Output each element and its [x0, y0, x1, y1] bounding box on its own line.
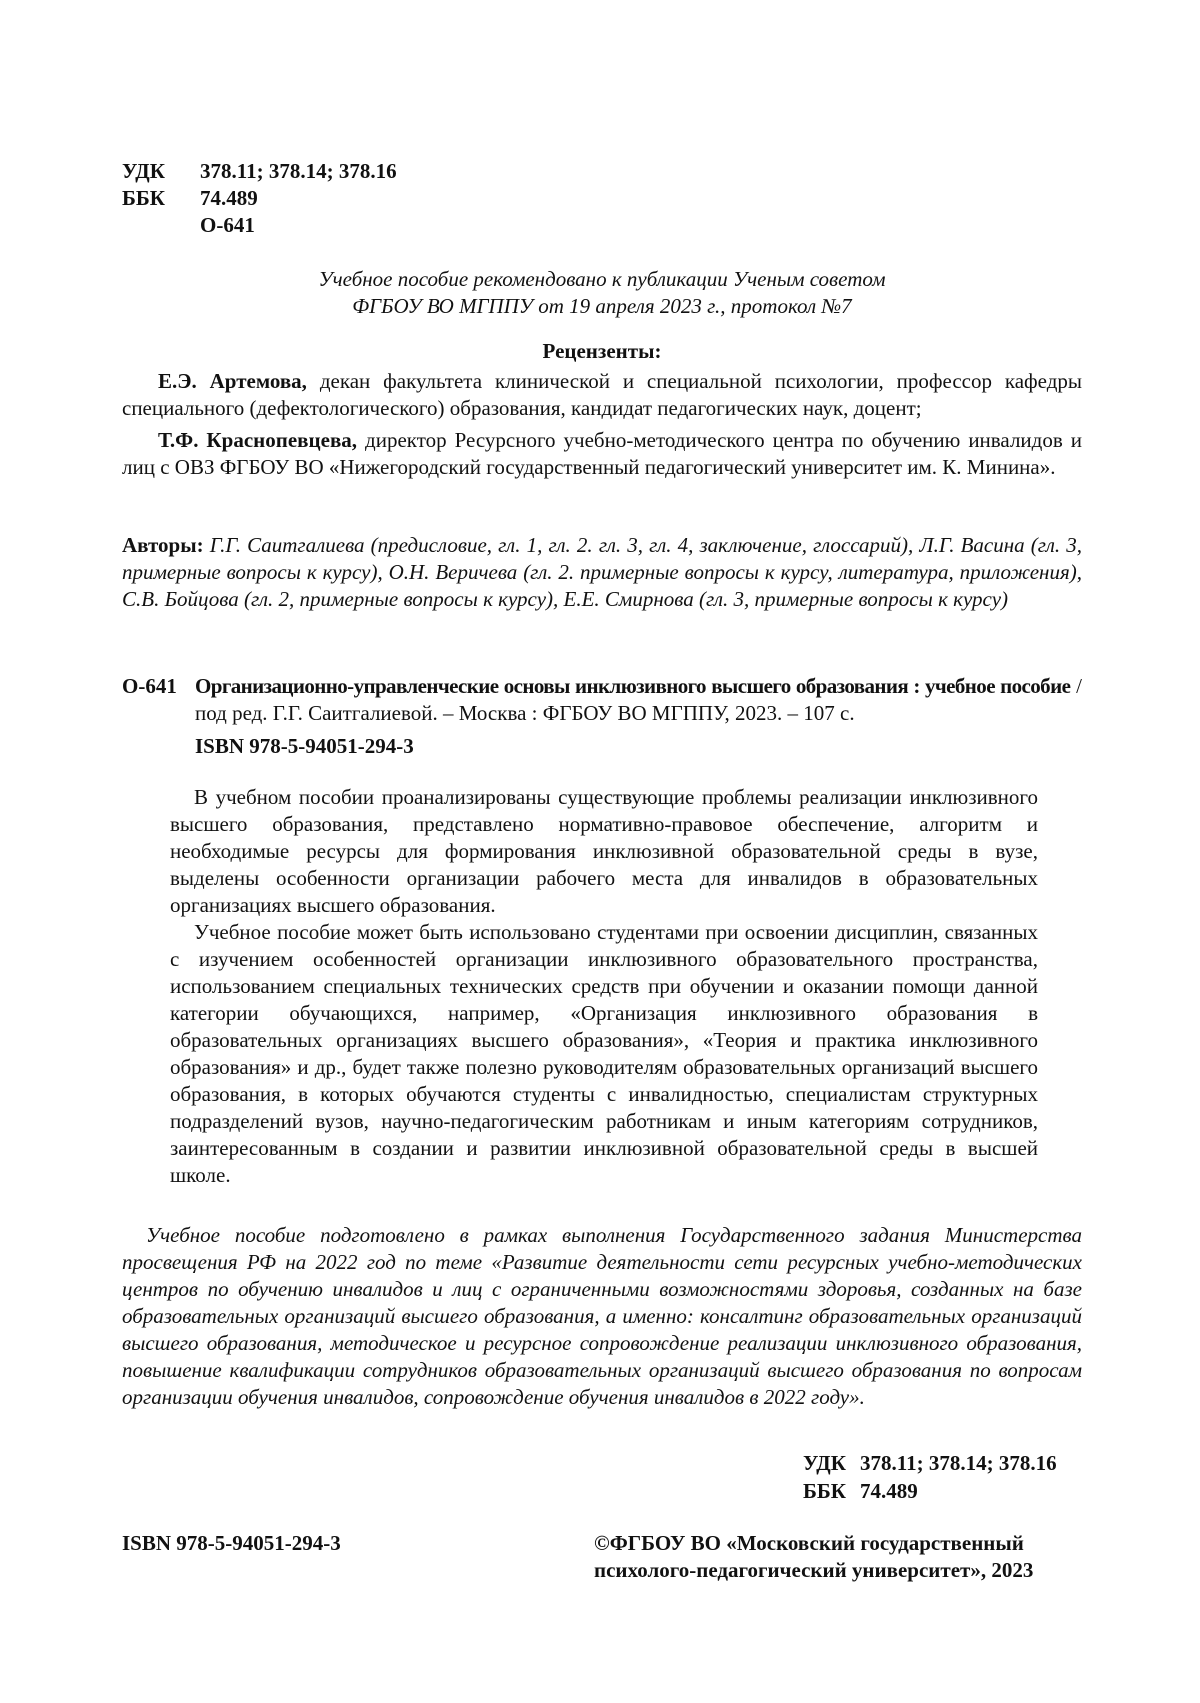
recommendation-line-1: Учебное пособие рекомендовано к публикации Ученым советом [318, 267, 886, 291]
udk-label: УДК [122, 159, 165, 183]
bottom-index [803, 1450, 1057, 1506]
abstract-paragraph-1: В учебном пособии проанализированы существующие проблемы реализации инклюзивного высшего образования, представлено нормативно-правовое обеспечение, алгоритм и необходимые ресурсы для формирования инклюзивной образовательной среды в вузе, выделены особенности организации рабочего места для инвалидов в образовательных организациях высшего образования. [170, 785, 1038, 917]
bottom-udk-label: УДК [803, 1451, 846, 1475]
authors-block [122, 532, 1082, 613]
bib-text [195, 673, 1082, 727]
udk-value: 378.11; 378.14; 378.16 [200, 159, 397, 183]
bibliographic-record [122, 673, 1082, 760]
bbk-value: 74.489 [200, 186, 258, 210]
bottom-bbk-label: ББК [803, 1479, 846, 1503]
copyright-line-1: ©ФГБОУ ВО «Московский государственный [594, 1531, 1024, 1555]
bottom-udk-row [803, 1450, 1057, 1478]
copyright [594, 1530, 1094, 1584]
abstract-paragraph-2: Учебное пособие может быть использовано студентами при освоении дисциплин, связанных с изучением особенностей организации инклюзивного образовательного пространства, использованием специальных технических средств при обучении и оказании помощи данной категории обучающихся, например, «Организация инклюзивного образования в образовательных организациях высшего образования», «Теория и практика инклюзивного образования» и др., будет также полезно руководителям образовательных организаций высшего образования, в которых обучаются студенты с инвалидностью, специалистам структурных подразделений вузов, научно-педагогическим работникам и иным категориям сотрудников, заинтересованным в создании и развитии инклюзивной образовательной среды в высшей школе. [170, 920, 1038, 1187]
reviewers-title: Рецензенты: [542, 339, 662, 363]
reviewer-1-name: Е.Э. Артемова, [158, 369, 307, 393]
bottom-bbk-value: 74.489 [860, 1479, 918, 1503]
recommendation-line-2: ФГБОУ ВО МГППУ от 19 апреля 2023 г., протокол №7 [352, 294, 852, 318]
copyright-line-2: психолого-педагогический университет», 2023 [594, 1558, 1034, 1582]
reviewer-2-text: директор Ресурсного учебно-методического центра по обучению инвалидов и лиц с ОВЗ ФГБОУ ВО «Нижегородский государственный педагогический университет им. К. Минина». [122, 428, 1082, 479]
udk-row [122, 158, 397, 186]
bib-isbn: ISBN 978-5-94051-294-3 [195, 734, 414, 758]
bottom-udk-value: 378.11; 378.14; 378.16 [860, 1451, 1057, 1475]
author-sign: О-641 [200, 213, 255, 237]
reviewer-2 [122, 427, 1082, 481]
publication-recommendation [122, 266, 1082, 320]
book-title: Организационно-управленческие основы инклюзивного высшего образования : учебное пособие [195, 674, 1071, 698]
authors-text: Г.Г. Саитгалиева (предисловие, гл. 1, гл. 2. гл. 3, гл. 4, заключение, глоссарий), Л.Г. Васина (гл. 3, примерные вопросы к курсу), О.Н. Веричева (гл. 2. примерные вопросы к курсу, литература, приложения), С.В. Бойцова (гл. 2, примерные вопросы к курсу), Е.Е. Смирнова (гл. 3, примерные вопросы к курсу) [122, 533, 1082, 611]
bbk-row [122, 185, 258, 213]
funding-note: Учебное пособие подготовлено в рамках выполнения Государственного задания Министерства просвещения РФ на 2022 год по теме «Развитие деятельности сети ресурсных учебно-методических центров по обучению инвалидов и лиц с ограниченными возможностями здоровья, созданных на базе образовательных организаций высшего образования, а именно: консалтинг образовательных организаций высшего образования, методическое и ресурсное сопровождение реализации инклюзивного образования, повышение квалификации сотрудников образовательных организаций высшего образования по вопросам организации обучения инвалидов, сопровождение обучения инвалидов в 2022 году». [122, 1223, 1082, 1409]
bib-code: О-641 [122, 674, 177, 698]
reviewer-1-text: декан факультета клинической и специальной психологии, профессор кафедры специального (дефектологического) образования, кандидат педагогических наук, доцент; [122, 369, 1082, 420]
reviewer-1 [122, 368, 1082, 422]
bbk-label: ББК [122, 186, 165, 210]
bib-rest: / под ред. Г.Г. Саитгалиевой. – Москва : ФГБОУ ВО МГППУ, 2023. – 107 с. [195, 674, 1082, 725]
abstract [170, 784, 1038, 1189]
authors-label: Авторы: [122, 533, 204, 557]
author-sign-row [122, 212, 255, 240]
reviewer-2-name: Т.Ф. Краснопевцева, [158, 428, 358, 452]
footer-isbn: ISBN 978-5-94051-294-3 [122, 1531, 341, 1555]
bottom-bbk-row [803, 1478, 1057, 1506]
